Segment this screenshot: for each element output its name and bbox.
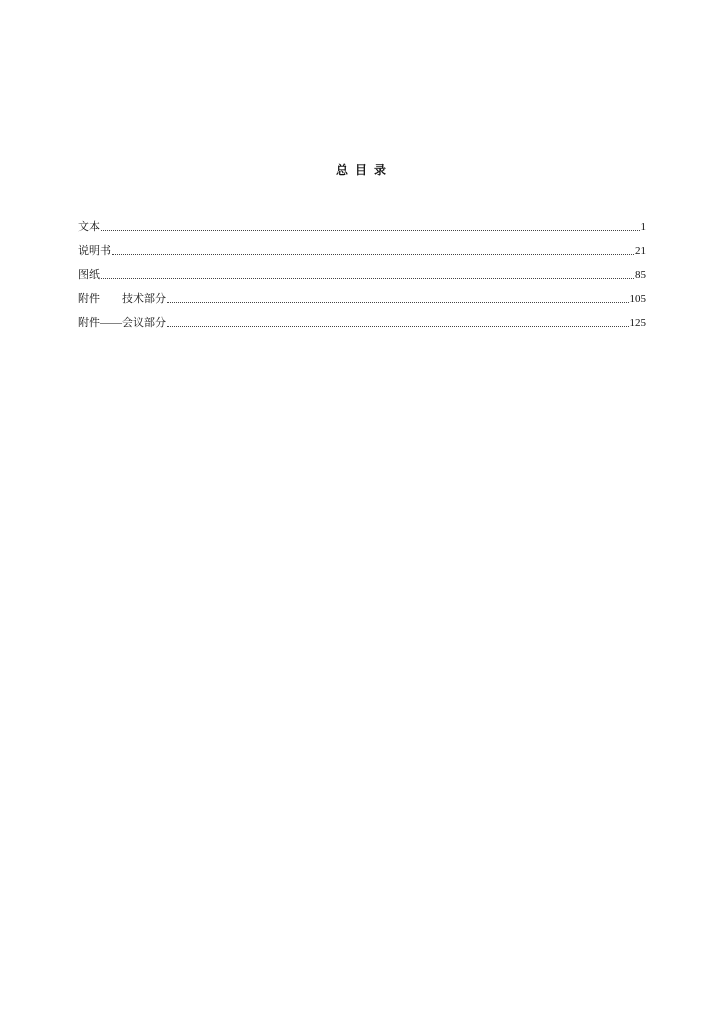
dot-leader (101, 229, 640, 231)
table-of-contents (78, 211, 646, 331)
toc-entry-attachment-meeting[interactable] (78, 307, 646, 331)
toc-entry-label: 附件——会议部分 (78, 317, 166, 329)
dot-leader (167, 325, 629, 327)
toc-entry-manual[interactable] (78, 235, 646, 259)
toc-entry-page-number: 125 (629, 317, 646, 329)
dot-leader (101, 277, 634, 279)
toc-entry-label: 说明书 (78, 245, 111, 257)
page-title: 总 目 录 (335, 163, 388, 177)
dot-leader (167, 301, 629, 303)
dot-leader (112, 253, 634, 255)
toc-entry-page-number: 1 (640, 221, 646, 233)
toc-entry-page-number: 105 (629, 293, 646, 305)
toc-entry-label: 文本 (78, 221, 100, 233)
toc-entry-page-number: 85 (635, 269, 646, 281)
toc-entry-attachment-technical[interactable] (78, 283, 646, 307)
toc-entry-drawings[interactable] (78, 259, 646, 283)
toc-entry-label: 附件 (78, 293, 100, 305)
toc-entry-page-number: 21 (635, 245, 646, 257)
toc-entry-text[interactable] (78, 211, 646, 235)
toc-entry-label: 图纸 (78, 269, 100, 281)
toc-entry-sublabel: 技术部分 (122, 293, 166, 305)
